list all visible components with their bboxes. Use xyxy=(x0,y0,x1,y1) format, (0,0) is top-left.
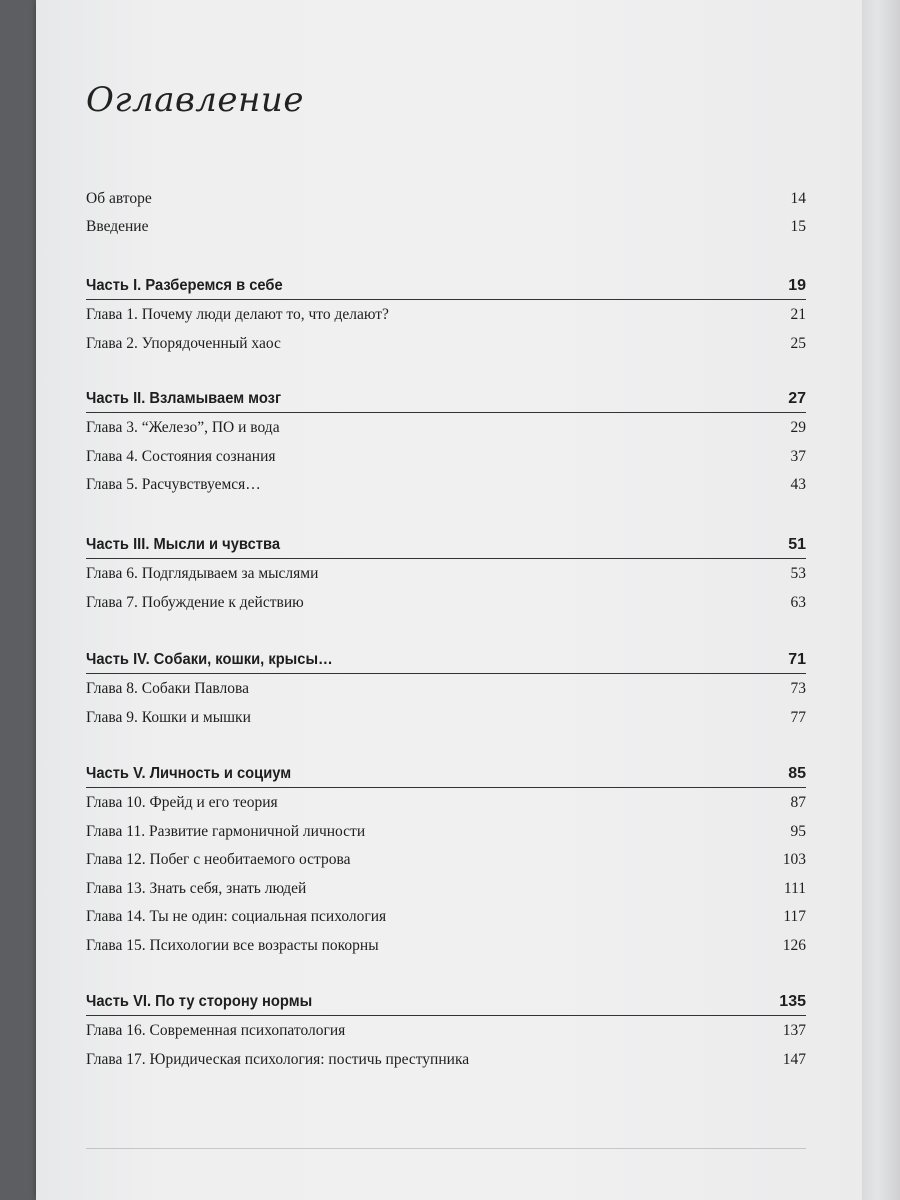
toc-part-heading-label: Часть I. Разберемся в себе xyxy=(86,277,283,294)
toc-chapter-entry-page-number: 25 xyxy=(790,334,806,352)
toc-chapter-entry-page-number: 29 xyxy=(790,419,806,436)
toc-chapter-entry xyxy=(86,851,806,869)
toc-part-heading-label: Часть III. Мысли и чувства xyxy=(86,536,281,553)
toc-chapter-entry xyxy=(86,823,806,841)
toc-chapter-entry-label: Глава 10. Фрейд и его теория xyxy=(86,794,278,811)
toc-chapter-entry xyxy=(86,680,806,698)
part-underline xyxy=(86,1015,806,1016)
toc-part-heading xyxy=(86,993,806,1011)
toc-chapter-entry-page-number: 21 xyxy=(790,306,806,323)
toc-chapter-entry-page-number: 77 xyxy=(790,708,806,726)
toc-part-heading-page-number: 51 xyxy=(788,536,806,553)
toc-chapter-entry-label: Глава 3. “Железо”, ПО и вода xyxy=(86,419,280,436)
toc-chapter-entry-label: Глава 6. Подглядываем за мыслями xyxy=(86,565,319,582)
toc-chapter-entry-label: Глава 8. Собаки Павлова xyxy=(86,680,249,697)
toc-front-entry-label: Об авторе xyxy=(86,190,152,207)
toc-part-heading-page-number: 19 xyxy=(788,277,806,294)
toc-chapter-entry xyxy=(86,908,806,926)
toc-chapter-entry xyxy=(86,880,806,898)
toc-chapter-entry xyxy=(86,794,806,812)
toc-chapter-entry-label: Глава 16. Современная психопатология xyxy=(86,1022,346,1039)
toc-chapter-entry-page-number: 137 xyxy=(782,1022,806,1039)
page-edge xyxy=(862,0,900,1200)
toc-front-entry-page-number: 14 xyxy=(790,190,806,207)
toc-chapter-entry-page-number: 87 xyxy=(790,794,806,811)
toc-part-heading-page-number: 85 xyxy=(788,765,806,782)
toc-chapter-entry xyxy=(86,565,806,583)
part-underline xyxy=(86,412,806,413)
page-title: Оглавление xyxy=(86,80,304,120)
part-underline xyxy=(86,787,806,788)
toc-chapter-entry-page-number: 37 xyxy=(790,447,806,465)
toc-part-heading-label: Часть II. Взламываем мозг xyxy=(86,390,282,407)
toc-chapter-entry xyxy=(86,448,806,466)
toc-front-entry xyxy=(86,218,806,236)
toc-chapter-entry-label: Глава 17. Юридическая психология: постичь преступника xyxy=(86,1050,470,1068)
footer-rule xyxy=(86,1148,806,1149)
toc-chapter-entry-label: Глава 13. Знать себя, знать людей xyxy=(86,879,307,897)
toc-chapter-entry-label: Глава 15. Психологии все возрасты покорны xyxy=(86,937,379,954)
toc-chapter-entry xyxy=(86,306,806,324)
toc-part-heading xyxy=(86,277,806,295)
toc-part-heading-page-number: 135 xyxy=(779,993,806,1010)
toc-chapter-entry xyxy=(86,476,806,494)
toc-chapter-entry-label: Глава 1. Почему люди делают то, что делают? xyxy=(86,306,389,323)
toc-chapter-entry-page-number: 43 xyxy=(790,476,806,494)
part-underline xyxy=(86,673,806,674)
toc-front-entry-label: Введение xyxy=(86,218,149,235)
part-underline xyxy=(86,558,806,559)
toc-part-heading-page-number: 27 xyxy=(788,390,806,407)
toc-chapter-entry-page-number: 53 xyxy=(790,565,806,582)
toc-chapter-entry xyxy=(86,419,806,437)
toc-part-heading xyxy=(86,651,806,669)
toc-part-heading-label: Часть VI. По ту сторону нормы xyxy=(86,993,313,1010)
toc-chapter-entry xyxy=(86,594,806,612)
toc-chapter-entry-label: Глава 4. Состояния сознания xyxy=(86,447,276,465)
toc-chapter-entry-label: Глава 14. Ты не один: социальная психология xyxy=(86,908,387,926)
toc-part-heading-label: Часть IV. Собаки, кошки, крысы… xyxy=(86,651,333,668)
toc-chapter-entry xyxy=(86,709,806,727)
part-underline xyxy=(86,299,806,300)
toc-front-entry xyxy=(86,190,806,208)
toc-chapter-entry-label: Глава 2. Упорядоченный хаос xyxy=(86,334,281,352)
toc-chapter-entry-label: Глава 7. Побуждение к действию xyxy=(86,593,304,611)
toc-part-heading xyxy=(86,536,806,554)
toc-chapter-entry-label: Глава 11. Развитие гармоничной личности xyxy=(86,822,366,840)
toc-chapter-entry xyxy=(86,1022,806,1040)
toc-chapter-entry xyxy=(86,335,806,353)
toc-chapter-entry-page-number: 73 xyxy=(790,680,806,697)
toc-chapter-entry-page-number: 126 xyxy=(782,937,806,954)
toc-chapter-entry-page-number: 103 xyxy=(782,851,806,869)
toc-chapter-entry-label: Глава 9. Кошки и мышки xyxy=(86,708,251,726)
toc-chapter-entry-page-number: 95 xyxy=(790,822,806,840)
toc-part-heading-page-number: 71 xyxy=(788,651,806,668)
toc-part-heading xyxy=(86,390,806,408)
toc-chapter-entry xyxy=(86,937,806,955)
toc-part-heading-label: Часть V. Личность и социум xyxy=(86,765,292,782)
toc-chapter-entry-page-number: 63 xyxy=(790,593,806,611)
toc-chapter-entry-label: Глава 12. Побег с необитаемого острова xyxy=(86,851,351,869)
toc-chapter-entry-page-number: 147 xyxy=(782,1050,806,1068)
toc-front-entry-page-number: 15 xyxy=(790,218,806,235)
toc-chapter-entry-label: Глава 5. Расчувствуемся… xyxy=(86,476,261,494)
toc-chapter-entry-page-number: 111 xyxy=(783,879,806,897)
toc-part-heading xyxy=(86,765,806,783)
toc-chapter-entry xyxy=(86,1051,806,1069)
toc-chapter-entry-page-number: 117 xyxy=(783,908,806,926)
